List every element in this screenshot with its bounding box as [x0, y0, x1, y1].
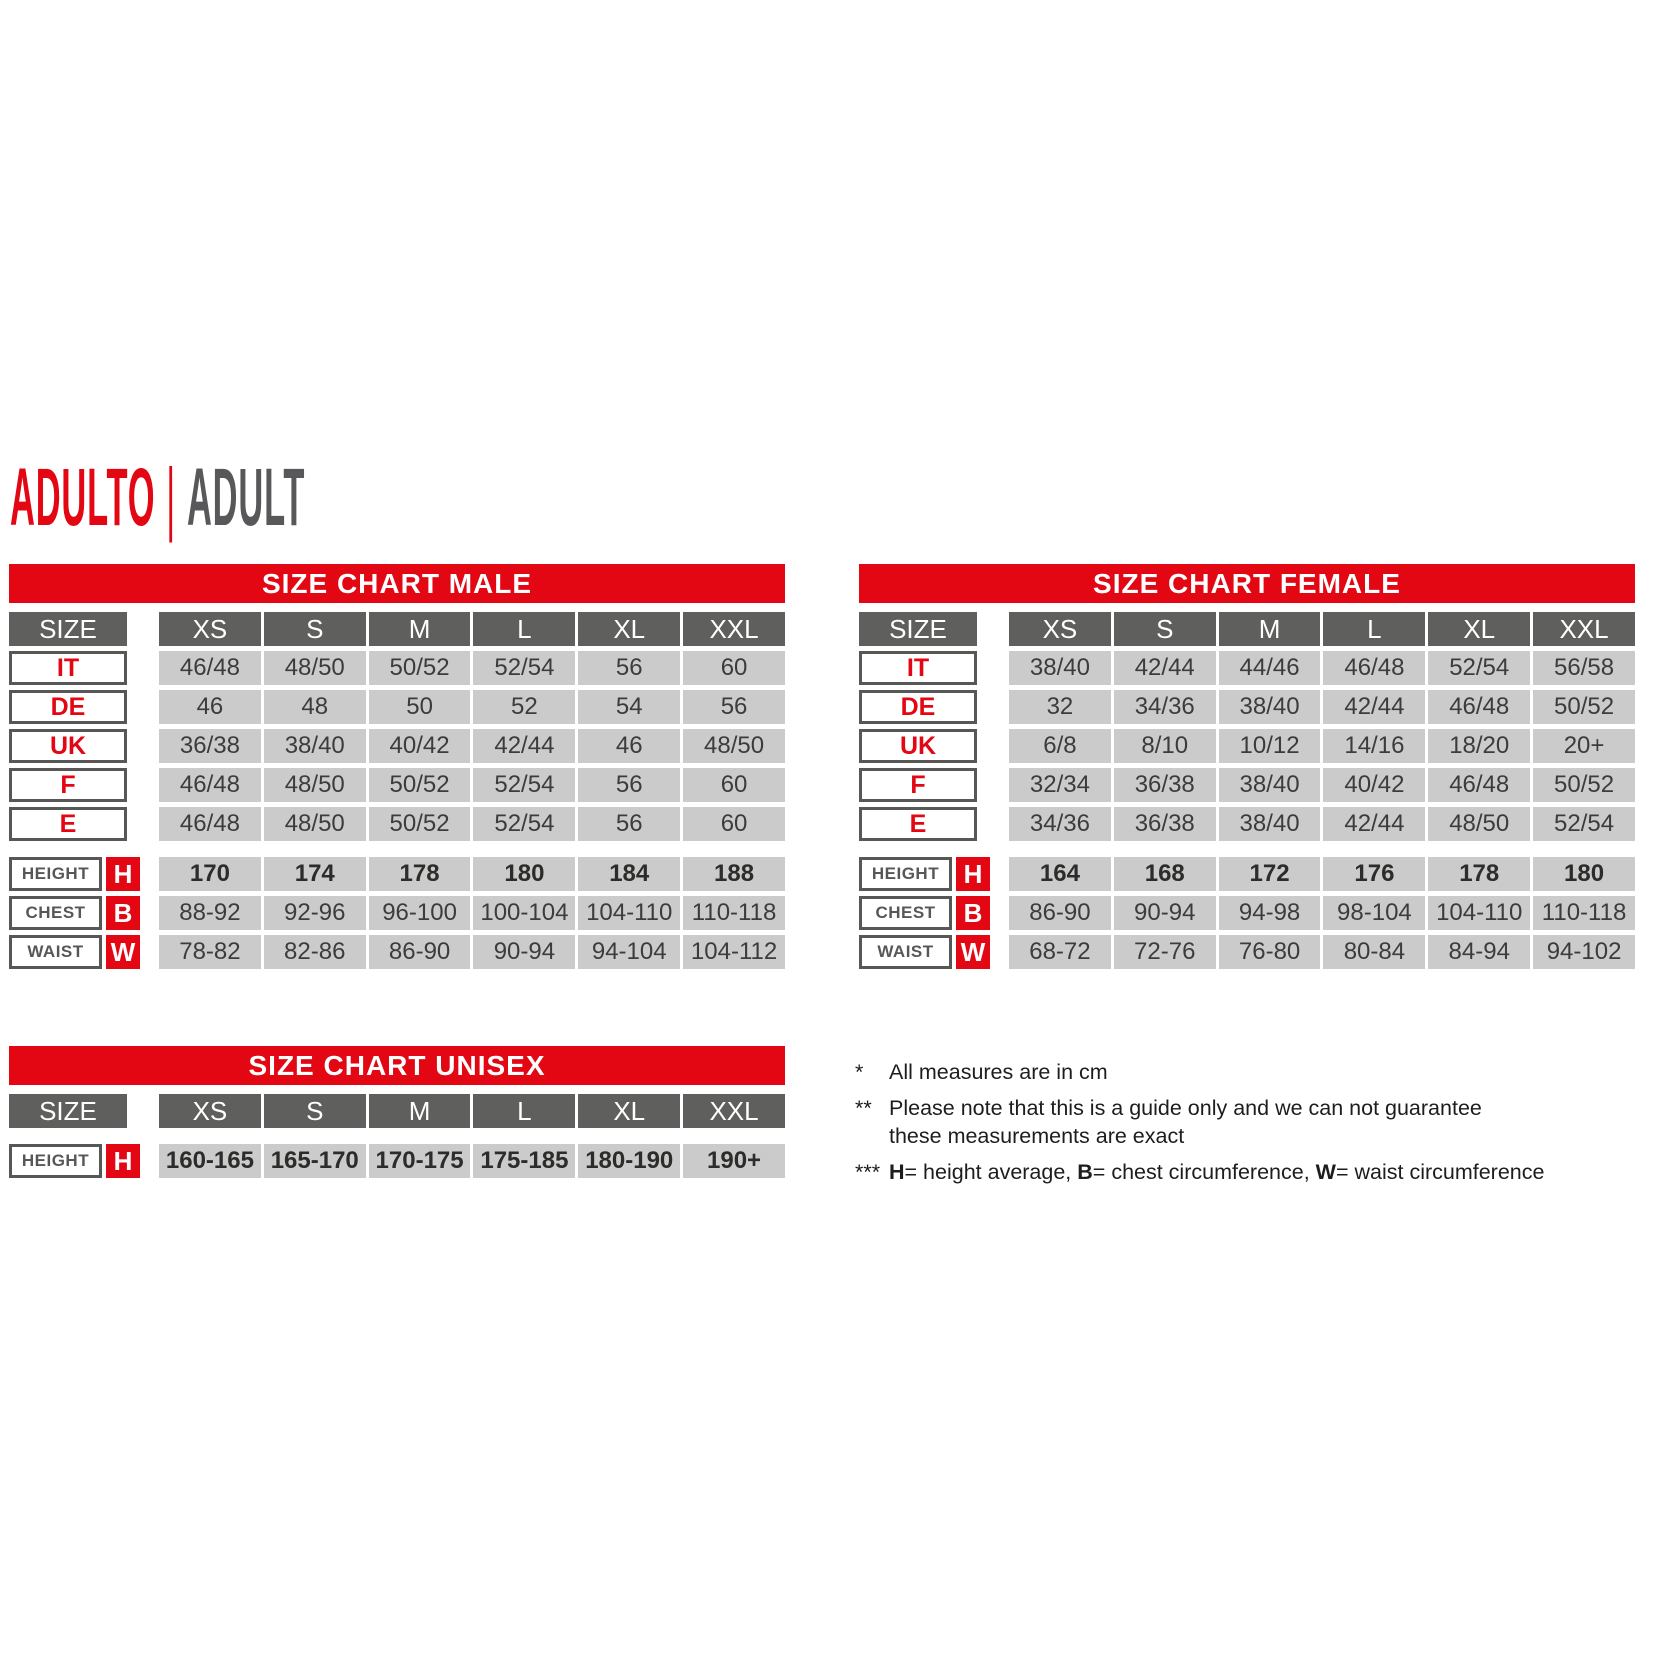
measure-value-cell: 180: [473, 857, 575, 891]
row-label-col: [859, 690, 990, 724]
measure-label-col: [9, 857, 140, 891]
measure-letter-badge: H: [956, 857, 990, 891]
size-value-cell: 50/52: [1533, 768, 1635, 802]
measure-value-cell: 78-82: [159, 935, 261, 969]
measure-value-cell: 174: [264, 857, 366, 891]
measure-value-cell: 184: [578, 857, 680, 891]
measure-value-cell: 178: [369, 857, 471, 891]
size-value-cell: 42/44: [1114, 651, 1216, 685]
measure-value-cell: 165-170: [264, 1144, 366, 1178]
table-title-banner: SIZE CHART MALE: [9, 564, 785, 603]
measure-value-cell: 94-104: [578, 935, 680, 969]
measure-label-col: [859, 935, 990, 969]
footnote-key-letter: H: [889, 1160, 905, 1184]
country-code-label: UK: [859, 729, 977, 763]
size-column-header: L: [473, 612, 575, 646]
measure-value-cell: 80-84: [1323, 935, 1425, 969]
size-code-row: [859, 651, 1635, 685]
size-value-cell: 36/38: [159, 729, 261, 763]
country-code-label: F: [9, 768, 127, 802]
measure-value-cell: 84-94: [1428, 935, 1530, 969]
country-code-label: E: [9, 807, 127, 841]
size-value-cell: 38/40: [1219, 768, 1321, 802]
footnote: [855, 1158, 1654, 1186]
size-column-header: S: [264, 612, 366, 646]
measure-letter-badge: B: [106, 896, 140, 930]
row-label-col: [859, 729, 990, 763]
measure-value-cell: 172: [1219, 857, 1321, 891]
size-value-cell: 46/48: [159, 768, 261, 802]
size-chart-female-table: [859, 564, 1635, 974]
measure-value-cell: 110-118: [1533, 896, 1635, 930]
size-value-cell: 50/52: [369, 651, 471, 685]
footnote: [855, 1058, 1654, 1086]
size-value-cell: 60: [683, 807, 785, 841]
size-column-header: M: [369, 612, 471, 646]
size-value-cell: 52/54: [1533, 807, 1635, 841]
measure-letter-badge: B: [956, 896, 990, 930]
footnote-segment: = waist circumference: [1335, 1160, 1545, 1184]
measure-value-cell: 88-92: [159, 896, 261, 930]
size-chart-male-table: [9, 564, 785, 974]
size-code-row: [9, 651, 785, 685]
size-value-cell: 52: [473, 690, 575, 724]
size-value-cell: 48/50: [1428, 807, 1530, 841]
table-header-row: [859, 612, 1635, 646]
measure-row: [9, 935, 785, 969]
size-code-row: [859, 729, 1635, 763]
size-value-cell: 40/42: [369, 729, 471, 763]
footnote-text: [889, 1094, 1654, 1150]
size-value-cell: 46: [159, 690, 261, 724]
measure-name-label: HEIGHT: [859, 857, 952, 891]
size-value-cell: 50/52: [1533, 690, 1635, 724]
header-label-col: [859, 612, 990, 646]
measure-value-cell: 104-112: [683, 935, 785, 969]
size-value-cell: 48/50: [683, 729, 785, 763]
measure-name-label: WAIST: [859, 935, 952, 969]
country-code-label: IT: [9, 651, 127, 685]
table-title-banner: SIZE CHART FEMALE: [859, 564, 1635, 603]
row-label-col: [859, 807, 990, 841]
measure-name-label: CHEST: [859, 896, 952, 930]
table-header-row: [9, 1094, 785, 1128]
measure-letter-badge: W: [106, 935, 140, 969]
measure-value-cell: 188: [683, 857, 785, 891]
measure-value-cell: 86-90: [369, 935, 471, 969]
measure-value-cell: 190+: [683, 1144, 785, 1178]
measure-row: [859, 896, 1635, 930]
size-value-cell: 42/44: [1323, 690, 1425, 724]
footnote-segment: = chest circumference,: [1092, 1160, 1316, 1184]
measure-value-cell: 104-110: [578, 896, 680, 930]
measure-value-cell: 160-165: [159, 1144, 261, 1178]
size-value-cell: 52/54: [1428, 651, 1530, 685]
size-column-header: XL: [578, 1094, 680, 1128]
measure-name-label: WAIST: [9, 935, 102, 969]
size-value-cell: 18/20: [1428, 729, 1530, 763]
measure-value-cell: 170-175: [369, 1144, 471, 1178]
measure-value-cell: 90-94: [473, 935, 575, 969]
size-value-cell: 46/48: [159, 651, 261, 685]
measure-value-cell: 86-90: [1009, 896, 1111, 930]
size-value-cell: 42/44: [473, 729, 575, 763]
size-value-cell: 36/38: [1114, 768, 1216, 802]
size-value-cell: 46: [578, 729, 680, 763]
country-code-label: UK: [9, 729, 127, 763]
size-column-header: L: [1323, 612, 1425, 646]
footnote: [855, 1094, 1654, 1150]
measure-value-cell: 180-190: [578, 1144, 680, 1178]
size-value-cell: 32: [1009, 690, 1111, 724]
footnote-marker: **: [855, 1096, 872, 1120]
size-column-header: XL: [1428, 612, 1530, 646]
size-value-cell: 14/16: [1323, 729, 1425, 763]
title-separator-bar: |: [166, 452, 177, 543]
measure-value-cell: 110-118: [683, 896, 785, 930]
measure-value-cell: 104-110: [1428, 896, 1530, 930]
page-title: [10, 452, 306, 543]
size-value-cell: 56: [578, 807, 680, 841]
measure-value-cell: 175-185: [473, 1144, 575, 1178]
header-label-col: [9, 1094, 140, 1128]
footnote-text: [889, 1158, 1654, 1186]
measure-value-cell: 176: [1323, 857, 1425, 891]
country-code-label: F: [859, 768, 977, 802]
table-header-row: [9, 612, 785, 646]
footnote-marker: ***: [855, 1160, 881, 1184]
size-value-cell: 56/58: [1533, 651, 1635, 685]
table-title-banner: SIZE CHART UNISEX: [9, 1046, 785, 1085]
size-value-cell: 46/48: [1428, 768, 1530, 802]
size-column-header: S: [1114, 612, 1216, 646]
size-value-cell: 38/40: [264, 729, 366, 763]
footnote-segment: All measures are in cm: [889, 1060, 1108, 1084]
size-value-cell: 52/54: [473, 807, 575, 841]
measure-name-label: CHEST: [9, 896, 102, 930]
measure-value-cell: 94-102: [1533, 935, 1635, 969]
size-column-header: M: [1219, 612, 1321, 646]
size-value-cell: 60: [683, 768, 785, 802]
size-code-row: [859, 690, 1635, 724]
footnote-line: [889, 1058, 1654, 1086]
measure-value-cell: 180: [1533, 857, 1635, 891]
size-value-cell: 50/52: [369, 768, 471, 802]
footnote-segment: these measurements are exact: [889, 1124, 1185, 1148]
size-header-cell: SIZE: [859, 612, 977, 646]
size-value-cell: 48/50: [264, 807, 366, 841]
measure-letter-badge: H: [106, 857, 140, 891]
size-value-cell: 52/54: [473, 651, 575, 685]
size-value-cell: 46/48: [1323, 651, 1425, 685]
header-label-col: [9, 612, 140, 646]
size-code-row: [859, 768, 1635, 802]
footnote-segment: Please note that this is a guide only and we can not guarantee: [889, 1096, 1482, 1120]
measure-value-cell: 94-98: [1219, 896, 1321, 930]
size-value-cell: 60: [683, 651, 785, 685]
measure-value-cell: 98-104: [1323, 896, 1425, 930]
row-label-col: [9, 729, 140, 763]
row-label-col: [859, 651, 990, 685]
measure-value-cell: 164: [1009, 857, 1111, 891]
title-secondary: ADULT: [186, 452, 306, 543]
measure-row: [9, 896, 785, 930]
measure-letter-badge: W: [956, 935, 990, 969]
footnotes: [855, 1058, 1654, 1194]
measure-value-cell: 168: [1114, 857, 1216, 891]
size-value-cell: 6/8: [1009, 729, 1111, 763]
size-column-header: S: [264, 1094, 366, 1128]
size-value-cell: 48: [264, 690, 366, 724]
row-label-col: [9, 768, 140, 802]
size-value-cell: 36/38: [1114, 807, 1216, 841]
measure-value-cell: 100-104: [473, 896, 575, 930]
size-code-row: [9, 807, 785, 841]
size-chart-unisex-table: [9, 1046, 785, 1183]
country-code-label: IT: [859, 651, 977, 685]
size-header-cell: SIZE: [9, 1094, 127, 1128]
size-value-cell: 48/50: [264, 768, 366, 802]
measure-label-col: [9, 896, 140, 930]
size-value-cell: 56: [683, 690, 785, 724]
country-code-label: DE: [859, 690, 977, 724]
measure-value-cell: 76-80: [1219, 935, 1321, 969]
size-value-cell: 42/44: [1323, 807, 1425, 841]
row-label-col: [9, 651, 140, 685]
measure-value-cell: 68-72: [1009, 935, 1111, 969]
size-value-cell: 10/12: [1219, 729, 1321, 763]
measure-value-cell: 96-100: [369, 896, 471, 930]
measure-name-label: HEIGHT: [9, 857, 102, 891]
measure-label-col: [859, 857, 990, 891]
footnote-marker: *: [855, 1060, 864, 1084]
measure-label-col: [859, 896, 990, 930]
size-value-cell: 32/34: [1009, 768, 1111, 802]
size-value-cell: 50: [369, 690, 471, 724]
title-primary: ADULTO: [10, 452, 156, 543]
size-column-header: XXL: [683, 1094, 785, 1128]
row-label-col: [9, 690, 140, 724]
country-code-label: DE: [9, 690, 127, 724]
measure-value-cell: 92-96: [264, 896, 366, 930]
size-value-cell: 38/40: [1009, 651, 1111, 685]
size-value-cell: 48/50: [264, 651, 366, 685]
measure-value-cell: 170: [159, 857, 261, 891]
measure-row: [9, 857, 785, 891]
row-label-col: [9, 807, 140, 841]
size-column-header: M: [369, 1094, 471, 1128]
size-value-cell: 52/54: [473, 768, 575, 802]
footnote-line: [889, 1122, 1654, 1150]
size-value-cell: 44/46: [1219, 651, 1321, 685]
measure-label-col: [9, 1144, 140, 1178]
measure-row: [9, 1144, 785, 1178]
size-value-cell: 34/36: [1114, 690, 1216, 724]
row-label-col: [859, 768, 990, 802]
size-value-cell: 40/42: [1323, 768, 1425, 802]
size-value-cell: 50/52: [369, 807, 471, 841]
size-column-header: XS: [1009, 612, 1111, 646]
footnote-line: [889, 1158, 1654, 1186]
size-value-cell: 34/36: [1009, 807, 1111, 841]
size-column-header: XS: [159, 1094, 261, 1128]
size-column-header: XS: [159, 612, 261, 646]
footnote-text: [889, 1058, 1654, 1086]
size-value-cell: 20+: [1533, 729, 1635, 763]
size-value-cell: 38/40: [1219, 807, 1321, 841]
size-code-row: [859, 807, 1635, 841]
footnote-key-letter: W: [1315, 1160, 1336, 1184]
measure-value-cell: 72-76: [1114, 935, 1216, 969]
size-header-cell: SIZE: [9, 612, 127, 646]
size-value-cell: 46/48: [159, 807, 261, 841]
size-value-cell: 56: [578, 651, 680, 685]
size-code-row: [9, 729, 785, 763]
measure-value-cell: 82-86: [264, 935, 366, 969]
size-column-header: XL: [578, 612, 680, 646]
size-value-cell: 8/10: [1114, 729, 1216, 763]
footnote-segment: = height average,: [904, 1160, 1078, 1184]
size-value-cell: 38/40: [1219, 690, 1321, 724]
size-column-header: XXL: [683, 612, 785, 646]
size-code-row: [9, 768, 785, 802]
country-code-label: E: [859, 807, 977, 841]
size-value-cell: 46/48: [1428, 690, 1530, 724]
measure-value-cell: 90-94: [1114, 896, 1216, 930]
measure-row: [859, 935, 1635, 969]
measure-letter-badge: H: [106, 1144, 140, 1178]
size-value-cell: 56: [578, 768, 680, 802]
size-value-cell: 54: [578, 690, 680, 724]
measure-value-cell: 178: [1428, 857, 1530, 891]
footnote-key-letter: B: [1077, 1160, 1093, 1184]
measure-row: [859, 857, 1635, 891]
measure-name-label: HEIGHT: [9, 1144, 102, 1178]
size-code-row: [9, 690, 785, 724]
size-column-header: L: [473, 1094, 575, 1128]
measure-label-col: [9, 935, 140, 969]
size-column-header: XXL: [1533, 612, 1635, 646]
footnote-line: [889, 1094, 1654, 1122]
